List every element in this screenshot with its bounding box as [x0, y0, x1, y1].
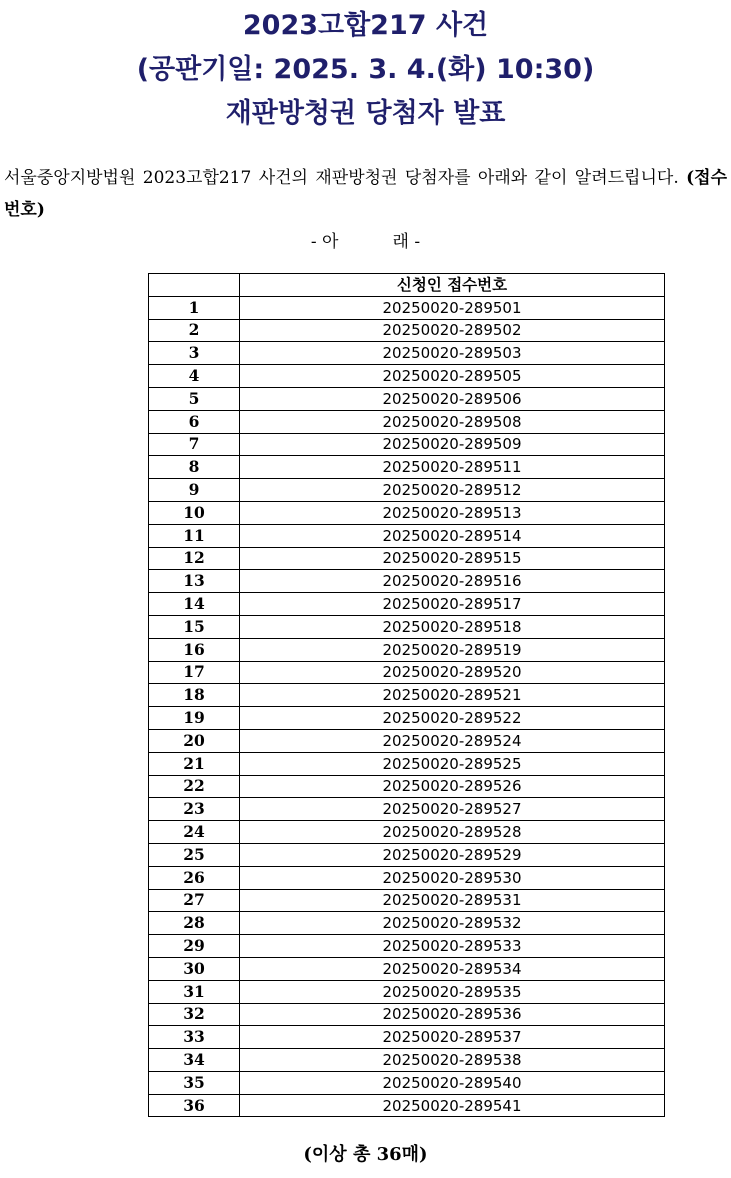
intro-text: 서울중앙지방법원 2023고합217 사건의 재판방청권 당첨자를 아래와 같이 알려드립니다.: [4, 168, 679, 188]
table-row: [149, 821, 665, 844]
announcement-title: [0, 4, 731, 136]
row-number: 28: [149, 912, 240, 935]
table-row: [149, 935, 665, 958]
application-number: 20250020-289522: [240, 707, 665, 730]
table-row: [149, 866, 665, 889]
table-row: [149, 1094, 665, 1117]
table-row: [149, 319, 665, 342]
table-row: [149, 752, 665, 775]
table-row: [149, 1003, 665, 1026]
application-number: 20250020-289538: [240, 1049, 665, 1072]
table-row: [149, 798, 665, 821]
row-number: 6: [149, 410, 240, 433]
application-number: 20250020-289518: [240, 615, 665, 638]
application-number: 20250020-289531: [240, 889, 665, 912]
row-number: 26: [149, 866, 240, 889]
application-number: 20250020-289520: [240, 661, 665, 684]
case-number-title: 2023고합217 사건: [242, 10, 489, 41]
table-row: [149, 365, 665, 388]
application-number: 20250020-289515: [240, 547, 665, 570]
table-row: [149, 524, 665, 547]
row-number: 11: [149, 524, 240, 547]
row-number: 29: [149, 935, 240, 958]
table-row: [149, 593, 665, 616]
table-row: [149, 684, 665, 707]
application-number: 20250020-289535: [240, 980, 665, 1003]
row-number: 24: [149, 821, 240, 844]
application-number: 20250020-289513: [240, 501, 665, 524]
table-row: [149, 570, 665, 593]
application-number: 20250020-289532: [240, 912, 665, 935]
header-number: [149, 274, 240, 297]
application-number: 20250020-289527: [240, 798, 665, 821]
row-number: 33: [149, 1026, 240, 1049]
row-number: 8: [149, 456, 240, 479]
row-number: 36: [149, 1094, 240, 1117]
table-row: [149, 433, 665, 456]
intro-paragraph: [4, 162, 727, 226]
application-number: 20250020-289519: [240, 638, 665, 661]
row-number: 35: [149, 1071, 240, 1094]
row-number: 2: [149, 319, 240, 342]
row-number: 31: [149, 980, 240, 1003]
table-row: [149, 387, 665, 410]
announcement-heading: 재판방청권 당첨자 발표: [225, 98, 506, 129]
winners-table: [148, 273, 665, 1117]
table-row: [149, 912, 665, 935]
row-number: 22: [149, 775, 240, 798]
table-row: [149, 661, 665, 684]
application-number: 20250020-289524: [240, 729, 665, 752]
row-number: 32: [149, 1003, 240, 1026]
table-row: [149, 843, 665, 866]
row-number: 19: [149, 707, 240, 730]
application-number: 20250020-289517: [240, 593, 665, 616]
row-number: 1: [149, 296, 240, 319]
table-row: [149, 547, 665, 570]
row-number: 25: [149, 843, 240, 866]
row-number: 4: [149, 365, 240, 388]
row-number: 5: [149, 387, 240, 410]
table-body: [149, 296, 665, 1117]
application-number: 20250020-289540: [240, 1071, 665, 1094]
row-number: 12: [149, 547, 240, 570]
application-number: 20250020-289505: [240, 365, 665, 388]
row-number: 27: [149, 889, 240, 912]
section-separator: - 아 래 -: [310, 232, 421, 252]
table-row: [149, 1026, 665, 1049]
header-application-number: 신청인 접수번호: [240, 274, 665, 297]
application-number: 20250020-289526: [240, 775, 665, 798]
table-row: [149, 729, 665, 752]
application-number: 20250020-289512: [240, 479, 665, 502]
table-row: [149, 1071, 665, 1094]
hearing-date-title: (공판기일: 2025. 3. 4.(화) 10:30): [136, 54, 595, 85]
application-number: 20250020-289506: [240, 387, 665, 410]
table-row: [149, 342, 665, 365]
row-number: 23: [149, 798, 240, 821]
application-number: 20250020-289536: [240, 1003, 665, 1026]
row-number: 17: [149, 661, 240, 684]
application-number: 20250020-289509: [240, 433, 665, 456]
row-number: 15: [149, 615, 240, 638]
application-number: 20250020-289508: [240, 410, 665, 433]
application-number: 20250020-289521: [240, 684, 665, 707]
application-number: 20250020-289516: [240, 570, 665, 593]
table-row: [149, 456, 665, 479]
table-row: [149, 410, 665, 433]
row-number: 30: [149, 957, 240, 980]
application-number: 20250020-289529: [240, 843, 665, 866]
row-number: 10: [149, 501, 240, 524]
intro-emphasis: (접수번호): [4, 168, 727, 220]
table-row: [149, 296, 665, 319]
application-number: 20250020-289514: [240, 524, 665, 547]
application-number: 20250020-289501: [240, 296, 665, 319]
table-row: [149, 980, 665, 1003]
table-row: [149, 889, 665, 912]
row-number: 21: [149, 752, 240, 775]
table-row: [149, 501, 665, 524]
application-number: 20250020-289534: [240, 957, 665, 980]
table-row: [149, 638, 665, 661]
row-number: 18: [149, 684, 240, 707]
table-row: [149, 957, 665, 980]
application-number: 20250020-289528: [240, 821, 665, 844]
table-row: [149, 707, 665, 730]
table-row: [149, 615, 665, 638]
application-number: 20250020-289533: [240, 935, 665, 958]
application-number: 20250020-289502: [240, 319, 665, 342]
application-number: 20250020-289537: [240, 1026, 665, 1049]
row-number: 20: [149, 729, 240, 752]
row-number: 16: [149, 638, 240, 661]
row-number: 9: [149, 479, 240, 502]
row-number: 3: [149, 342, 240, 365]
table-row: [149, 1049, 665, 1072]
table-row: [149, 775, 665, 798]
application-number: 20250020-289503: [240, 342, 665, 365]
application-number: 20250020-289530: [240, 866, 665, 889]
table-row: [149, 479, 665, 502]
application-number: 20250020-289525: [240, 752, 665, 775]
row-number: 13: [149, 570, 240, 593]
row-number: 14: [149, 593, 240, 616]
row-number: 7: [149, 433, 240, 456]
application-number: 20250020-289511: [240, 456, 665, 479]
total-count-footer: (이상 총 36매): [303, 1144, 428, 1165]
row-number: 34: [149, 1049, 240, 1072]
table-header-row: [149, 274, 665, 297]
application-number: 20250020-289541: [240, 1094, 665, 1117]
